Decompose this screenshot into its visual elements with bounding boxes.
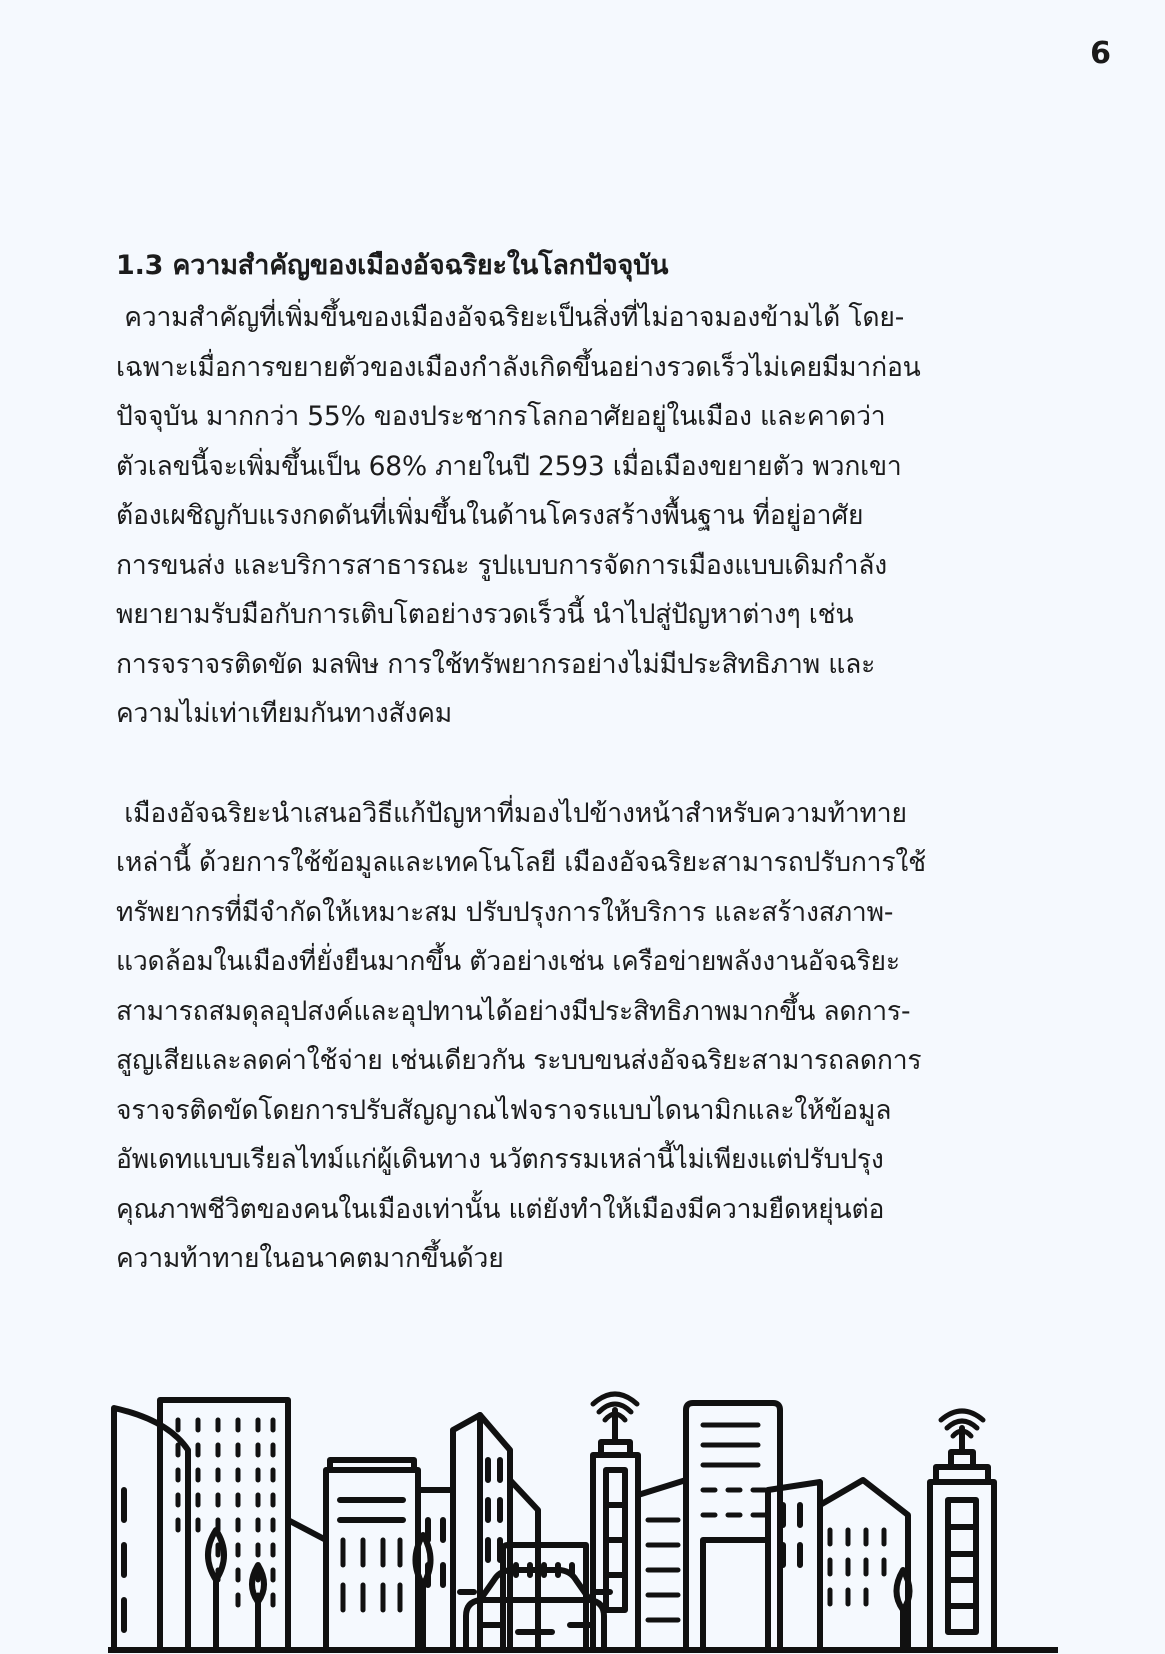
paragraph-urbanization: ความสำคัญที่เพิ่มขึ้นของเมืองอัจฉริยะเป็นสิ่งที่ไม่อาจมองข้ามได้ โดย- เฉพาะเมื่อการขยายตัวของเมืองกำลังเกิดขึ้นอย่างรวดเร็วไม่เคยมีมาก่อน ปัจจุบัน มากกว่า 55% ของประชากรโลกอาศัยอยู่ในเมือง และคาดว่า ตัวเลขนี้จะเพิ่มขึ้นเป็น 68% ภายในปี 2593 เมื่อเมืองขยายตัว พวกเขา ต้องเผชิญกับแรงกดดันที่เพิ่มขึ้นในด้านโครงสร้างพื้นฐาน ที่อยู่อาศัย การขนส่ง และบริการสาธารณะ รูปแบบการจัดการเมืองแบบเดิมกำลัง พยายามรับมือกับการเติบโตอย่างรวดเร็วนี้ นำไปสู่ปัญหาต่างๆ เช่น การจราจรติดขัด มลพิษ การใช้ทรัพยากรอย่างไม่มีประสิทธิภาพ และ ความไม่เท่าเทียมกันทางสังคม — [116, 302, 921, 729]
section-content — [116, 243, 1056, 1284]
city-skyline-illustration — [108, 1370, 1058, 1654]
paragraph-smart-solutions: เมืองอัจฉริยะนำเสนอวิธีแก้ปัญหาที่มองไปข้างหน้าสำหรับความท้าทาย เหล่านี้ ด้วยการใช้ข้อมูลและเทคโนโลยี เมืองอัจฉริยะสามารถปรับการใช้ ทรัพยากรที่มีจำกัดให้เหมาะสม ปรับปรุงการให้บริการ และสร้างสภาพ- แวดล้อมในเมืองที่ยั่งยืนมากขึ้น ตัวอย่างเช่น เครือข่ายพลังงานอัจฉริยะ สามารถสมดุลอุปสงค์และอุปทานได้อย่างมีประสิทธิภาพมากขึ้น ลดการ- สูญเสียและลดค่าใช้จ่าย เช่นเดียวกัน ระบบขนส่งอัจฉริยะสามารถลดการ จราจรติดขัดโดยการปรับสัญญาณไฟจราจรแบบไดนามิกและให้ข้อมูล อัพเดทแบบเรียลไทม์แก่ผู้เดินทาง นวัตกรรมเหล่านี้ไม่เพียงแต่ปรับปรุง คุณภาพชีวิตของคนในเมืองเท่านั้น แต่ยังทำให้เมืองมีความยืดหยุ่นต่อ ความท้าทายในอนาคตมากขึ้นด้วย — [116, 797, 926, 1274]
section-heading: 1.3 ความสำคัญของเมืองอัจฉริยะในโลกปัจจุบัน — [116, 250, 669, 281]
page-number: 6 — [1090, 36, 1111, 71]
